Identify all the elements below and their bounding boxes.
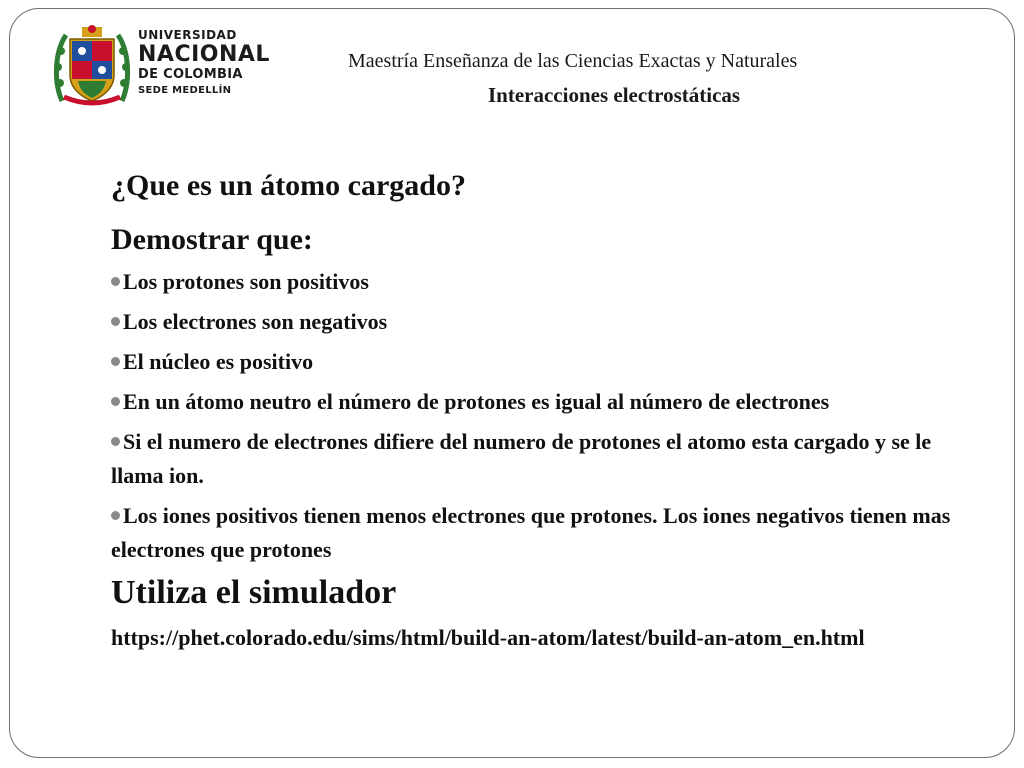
university-wordmark	[138, 29, 270, 96]
demonstrate-heading: Demostrar que:	[111, 223, 313, 256]
list-item	[111, 499, 951, 567]
logo-university-label: UNIVERSIDAD	[138, 28, 237, 42]
slide-content	[111, 169, 951, 655]
list-item	[111, 345, 951, 379]
bullet-text: Los protones son positivos	[123, 269, 369, 294]
bullet-dot-icon	[111, 277, 120, 286]
bullet-text: El núcleo es positivo	[123, 349, 314, 374]
bullet-dot-icon	[111, 397, 120, 406]
program-title: Maestría Enseñanza de las Ciencias Exactas y Naturales	[348, 50, 798, 72]
topic-title: Interacciones electrostáticas	[488, 83, 741, 107]
bullet-dot-icon	[111, 317, 120, 326]
list-item	[111, 385, 951, 419]
logo-colombia-label: DE COLOMBIA	[138, 67, 243, 82]
bullet-list	[111, 265, 951, 567]
logo-sede-label: SEDE MEDELLÍN	[138, 85, 232, 96]
bullet-text: En un átomo neutro el número de protones es igual al número de electrones	[123, 389, 830, 414]
list-item	[111, 425, 951, 493]
university-logo	[52, 23, 312, 109]
slide	[9, 8, 1015, 758]
bullet-text: Los iones positivos tienen menos electrones que protones. Los iones negativos tienen mas electrones que protones	[111, 503, 951, 562]
university-crest-icon	[52, 23, 132, 109]
bullet-dot-icon	[111, 437, 120, 446]
list-item	[111, 305, 951, 339]
simulator-link[interactable]: https://phet.colorado.edu/sims/html/build-an-atom/latest/build-an-atom_en.html	[111, 625, 865, 650]
bullet-text: Si el numero de electrones difiere del numero de protones el atomo esta cargado y se le llama ion.	[111, 429, 932, 488]
list-item	[111, 265, 951, 299]
simulator-heading: Utiliza el simulador	[111, 574, 397, 611]
question-heading: ¿Que es un átomo cargado?	[111, 169, 466, 202]
bullet-dot-icon	[111, 357, 120, 366]
bullet-dot-icon	[111, 511, 120, 520]
bullet-text: Los electrones son negativos	[123, 309, 388, 334]
logo-nacional-label: NACIONAL	[138, 42, 270, 67]
